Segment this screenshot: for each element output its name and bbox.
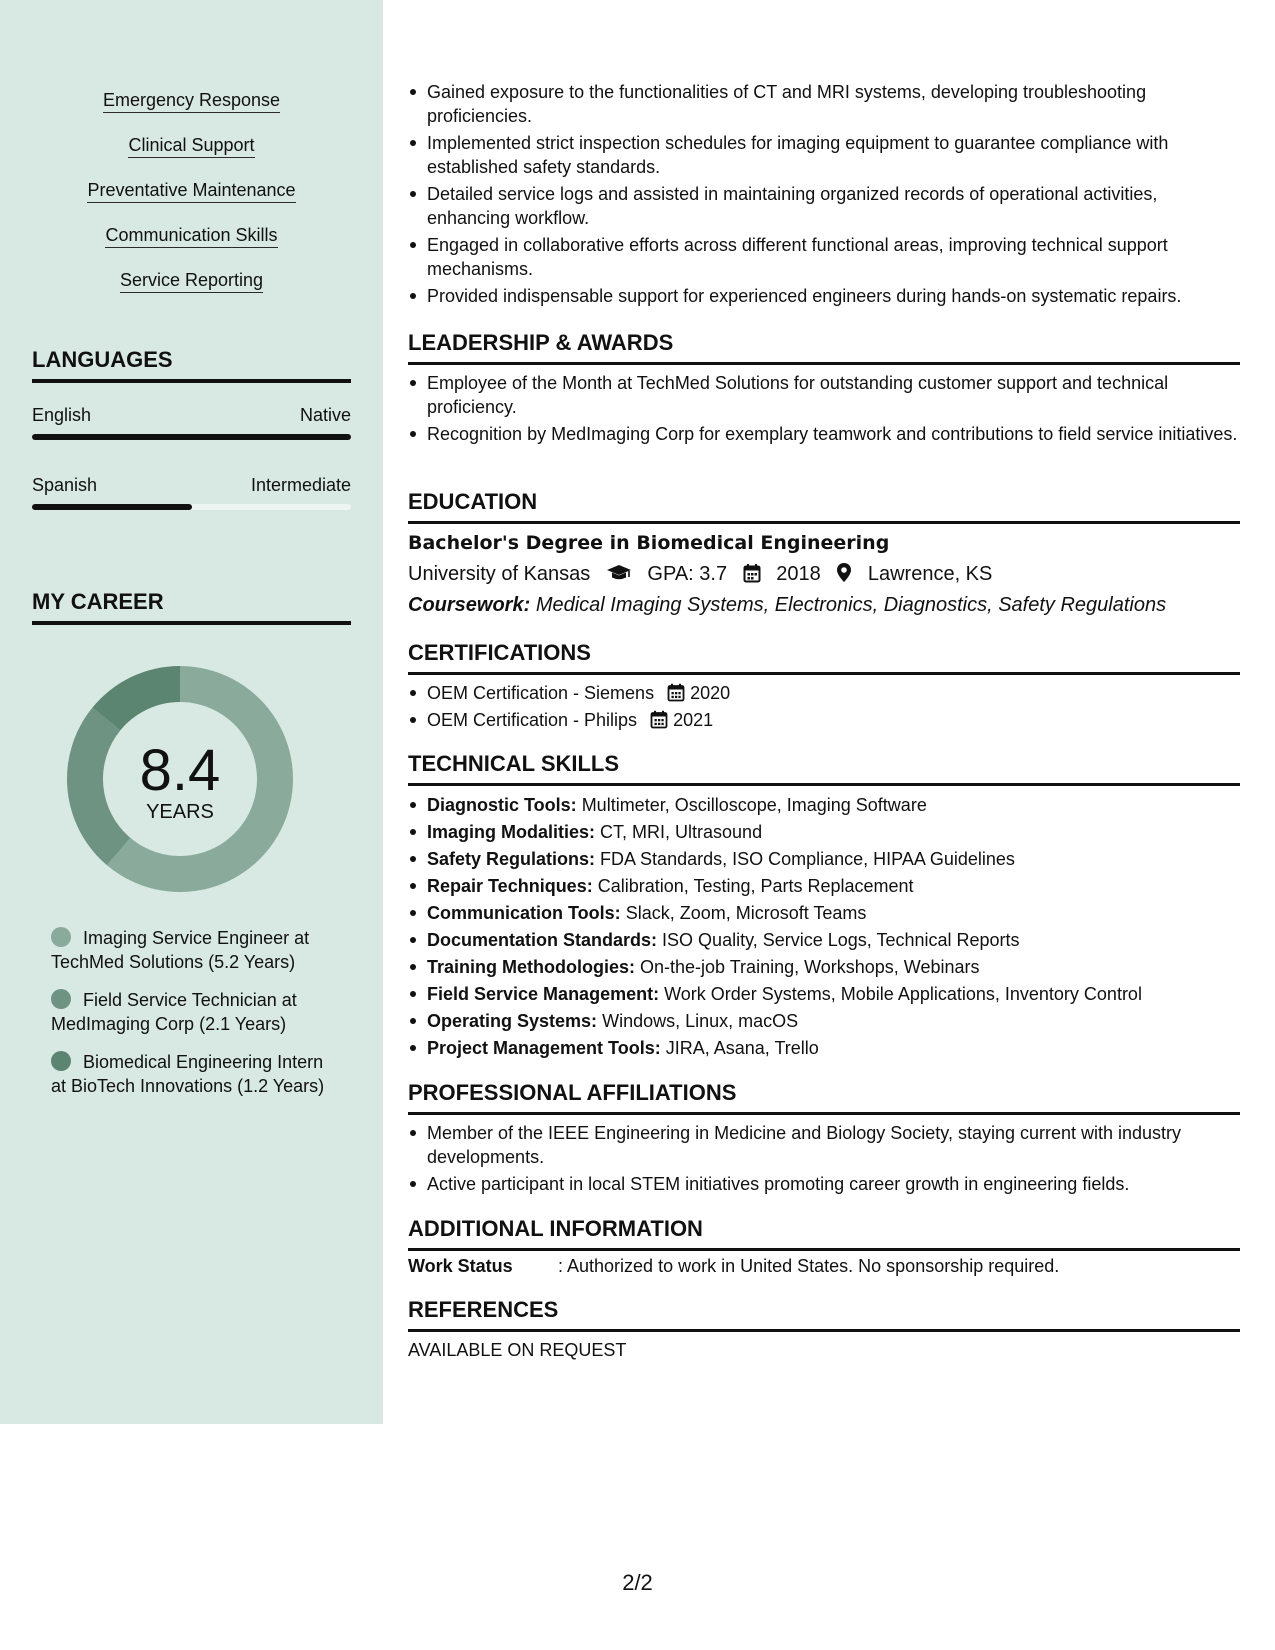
career-heading: MY CAREER (32, 588, 351, 625)
page-number: 2/2 (622, 1570, 653, 1595)
skill-link-communication-skills[interactable]: Communication Skills (0, 223, 383, 247)
career-legend-label: Imaging Service Engineer at TechMed Solutions (5.2 Years) (51, 928, 310, 972)
list-item: Member of the IEEE Engineering in Medicine and Biology Society, staying current with industry developments. (408, 1121, 1240, 1169)
list-item: Engaged in collaborative efforts across different functional areas, improving technical support mechanisms. (408, 233, 1240, 281)
affiliations-list (408, 1121, 1240, 1199)
list-item: Training Methodologies: On-the-job Training, Workshops, Webinars (408, 955, 1240, 979)
legend-dot-icon (51, 927, 71, 947)
certifications-list (408, 681, 1240, 735)
education-heading: EDUCATION (408, 488, 1240, 524)
list-item: Employee of the Month at TechMed Solutions for outstanding customer support and technical proficiency. (408, 371, 1240, 419)
calendar-icon (667, 683, 685, 702)
list-item: Repair Techniques: Calibration, Testing, Parts Replacement (408, 874, 1240, 898)
gpa: GPA: 3.7 (647, 563, 728, 585)
language-bar-english (32, 434, 351, 440)
certification-year: 2021 (673, 710, 714, 730)
graduation-cap-icon (606, 563, 632, 583)
language-level: Native (299, 405, 351, 425)
career-legend-item (51, 1050, 331, 1098)
list-item: Imaging Modalities: CT, MRI, Ultrasound (408, 820, 1240, 844)
list-item: Communication Tools: Slack, Zoom, Microsoft Teams (408, 901, 1240, 925)
list-item: Provided indispensable support for experienced engineers during hands-on systematic repairs. (408, 284, 1240, 308)
technical-skills-heading: TECHNICAL SKILLS (408, 750, 1240, 786)
language-name: Spanish (32, 475, 98, 495)
career-donut-segment-1 (67, 708, 130, 866)
technical-skills-list (408, 793, 1240, 1063)
language-level: Intermediate (250, 475, 351, 495)
languages-heading: LANGUAGES (32, 346, 351, 383)
list-item: Operating Systems: Windows, Linux, macOS (408, 1009, 1240, 1033)
list-item: Implemented strict inspection schedules for imaging equipment to guarantee compliance with established safety standards. (408, 131, 1240, 179)
list-item: Documentation Standards: ISO Quality, Service Logs, Technical Reports (408, 928, 1240, 952)
work-status-label: Work Status (408, 1256, 513, 1276)
career-legend-item (51, 988, 331, 1036)
legend-dot-icon (51, 989, 71, 1009)
leadership-heading: LEADERSHIP & AWARDS (408, 329, 1240, 365)
career-legend-label: Biomedical Engineering Intern at BioTech Innovations (1.2 Years) (51, 1052, 325, 1096)
calendar-icon (650, 710, 668, 729)
school-name: University of Kansas (408, 563, 591, 585)
school-location: Lawrence, KS (867, 563, 993, 585)
experience-bullets (408, 80, 1240, 311)
work-status-value: : Authorized to work in United States. No sponsorship required. (558, 1256, 1060, 1276)
references-text: AVAILABLE ON REQUEST (408, 1340, 627, 1360)
language-row-english (32, 403, 351, 427)
certification-name: OEM Certification - Philips (427, 710, 638, 730)
list-item: Safety Regulations: FDA Standards, ISO Compliance, HIPAA Guidelines (408, 847, 1240, 871)
list-item: Project Management Tools: JIRA, Asana, Trello (408, 1036, 1240, 1060)
skill-link-preventative-maintenance[interactable]: Preventative Maintenance (0, 178, 383, 202)
list-item (408, 681, 1240, 705)
coursework (408, 592, 1166, 618)
certification-name: OEM Certification - Siemens (427, 683, 655, 703)
career-legend-label: Field Service Technician at MedImaging Corp (2.1 Years) (51, 990, 297, 1034)
language-row-spanish (32, 473, 351, 497)
language-name: English (32, 405, 92, 425)
graduation-year: 2018 (776, 563, 821, 585)
work-status-row (408, 1254, 1240, 1278)
calendar-icon (743, 563, 761, 583)
list-item: Active participant in local STEM initiatives promoting career growth in engineering fields. (408, 1172, 1240, 1196)
career-total-years: 8.4 (139, 738, 221, 803)
skill-link-emergency-response[interactable]: Emergency Response (0, 88, 383, 112)
legend-dot-icon (51, 1051, 71, 1071)
career-donut-chart (65, 664, 295, 894)
language-bar-spanish (32, 504, 351, 510)
map-pin-icon (836, 562, 852, 583)
career-total-unit: YEARS (146, 801, 214, 823)
skill-link-service-reporting[interactable]: Service Reporting (0, 268, 383, 292)
coursework-label: Coursework: (408, 594, 531, 616)
list-item: Diagnostic Tools: Multimeter, Oscilloscope, Imaging Software (408, 793, 1240, 817)
leadership-list (408, 371, 1240, 449)
language-bar-fill (32, 434, 351, 440)
coursework-value: Medical Imaging Systems, Electronics, Diagnostics, Safety Regulations (535, 594, 1167, 616)
affiliations-heading: PROFESSIONAL AFFILIATIONS (408, 1079, 1240, 1115)
references-heading: REFERENCES (408, 1296, 1240, 1332)
certification-year: 2020 (690, 683, 731, 703)
list-item: Gained exposure to the functionalities of CT and MRI systems, developing troubleshooting proficiencies. (408, 80, 1240, 128)
sidebar (0, 0, 383, 1424)
degree-title: Bachelor's Degree in Biomedical Engineering (408, 532, 890, 554)
career-legend-item (51, 926, 331, 974)
skill-link-clinical-support[interactable]: Clinical Support (0, 133, 383, 157)
language-bar-fill (32, 504, 192, 510)
list-item: Detailed service logs and assisted in maintaining organized records of operational activities, enhancing workflow. (408, 182, 1240, 230)
education-details (408, 561, 992, 587)
list-item: Field Service Management: Work Order Systems, Mobile Applications, Inventory Control (408, 982, 1240, 1006)
certifications-heading: CERTIFICATIONS (408, 639, 1240, 675)
list-item: Recognition by MedImaging Corp for exemplary teamwork and contributions to field service initiatives. (408, 422, 1240, 446)
additional-info-heading: ADDITIONAL INFORMATION (408, 1215, 1240, 1251)
list-item (408, 708, 1240, 732)
